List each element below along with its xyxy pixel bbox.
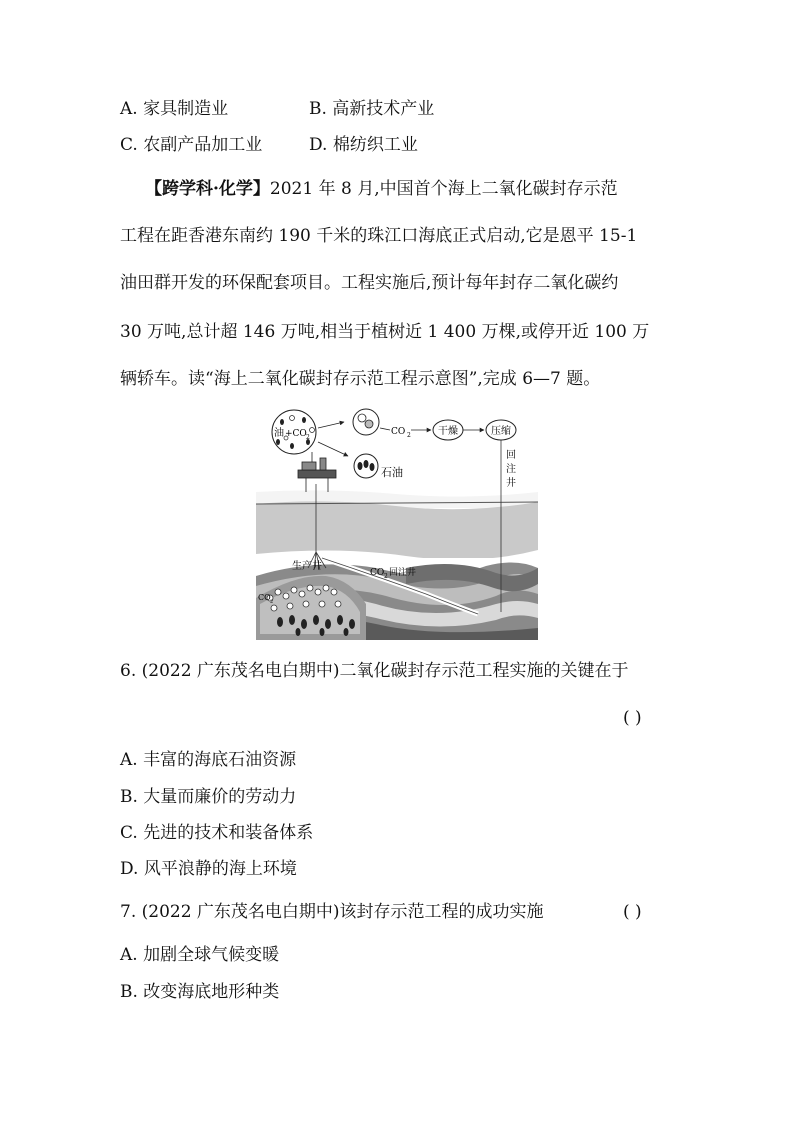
mixture-sub-text: 2 xyxy=(306,434,310,441)
dry-text: 干燥 xyxy=(438,426,458,437)
passage-line-4: 30 万吨,总计超 146 万吨,相当于植树近 1 400 万棵,或停开近 100 万 xyxy=(120,322,650,342)
passage-line-1-text: 2021 年 8 月,中国首个海上二氧化碳封存示范 xyxy=(269,179,618,199)
mixture-oil-text: 油 xyxy=(274,428,284,439)
co2-well-sub: 2 xyxy=(384,573,388,580)
reinjection-char-3: 井 xyxy=(506,478,516,489)
passage-line-2: 工程在距香港东南约 190 千米的珠江口海底正式启动,它是恩平 15-1 xyxy=(120,226,638,246)
co2-storage-diagram xyxy=(256,408,538,640)
q5-option-d: D. 棉纺织工业 xyxy=(309,135,418,155)
production-well-text: 生产井 xyxy=(292,561,322,572)
q6-option-d: D. 风平浪静的海上环境 xyxy=(120,859,297,879)
oil-platform xyxy=(298,452,336,492)
q7-option-b: B. 改变海底地形种类 xyxy=(120,982,280,1002)
q5-option-b: B. 高新技术产业 xyxy=(309,99,435,119)
q6-stem: 6. (2022 广东茂名电白期中)二氧化碳封存示范工程实施的关键在于 xyxy=(120,661,629,681)
mixture-plus-text: +CO xyxy=(285,429,307,439)
q6-option-c: C. 先进的技术和装备体系 xyxy=(120,823,314,843)
q7-option-a: A. 加剧全球气候变暖 xyxy=(120,945,280,965)
passage-line-5: 辆轿车。读“海上二氧化碳封存示范工程示意图”,完成 6—7 题。 xyxy=(120,369,601,389)
q6-option-a: A. 丰富的海底石油资源 xyxy=(120,750,297,770)
co2-sub-text: 2 xyxy=(407,432,411,439)
co-text: CO xyxy=(258,593,271,602)
co2-well-prefix: CO xyxy=(370,568,385,578)
co2-text: CO xyxy=(391,427,406,437)
co-sub-text: 2 xyxy=(270,599,274,605)
passage-line-1 xyxy=(145,179,618,199)
compress-text: 压缩 xyxy=(491,426,511,437)
co2-well-suffix: 回注井 xyxy=(389,568,417,578)
passage-line-3: 油田群开发的环保配套项目。工程实施后,预计每年封存二氧化碳约 xyxy=(120,273,619,293)
passage-tag: 【跨学科·化学】 xyxy=(145,179,270,199)
q5-option-a: A. 家具制造业 xyxy=(120,99,229,119)
q6-option-b: B. 大量而廉价的劳动力 xyxy=(120,787,297,807)
q5-option-c: C. 农副产品加工业 xyxy=(120,135,263,155)
q6-answer-paren[interactable]: ( ) xyxy=(623,708,642,728)
upper-sediment-layer xyxy=(256,501,538,558)
oil-text: 石油 xyxy=(381,466,403,479)
reinjection-char-2: 注 xyxy=(506,464,516,475)
reinjection-char-1: 回 xyxy=(506,450,516,461)
q7-answer-paren[interactable]: ( ) xyxy=(623,902,642,922)
q7-stem: 7. (2022 广东茂名电白期中)该封存示范工程的成功实施 xyxy=(120,902,544,922)
